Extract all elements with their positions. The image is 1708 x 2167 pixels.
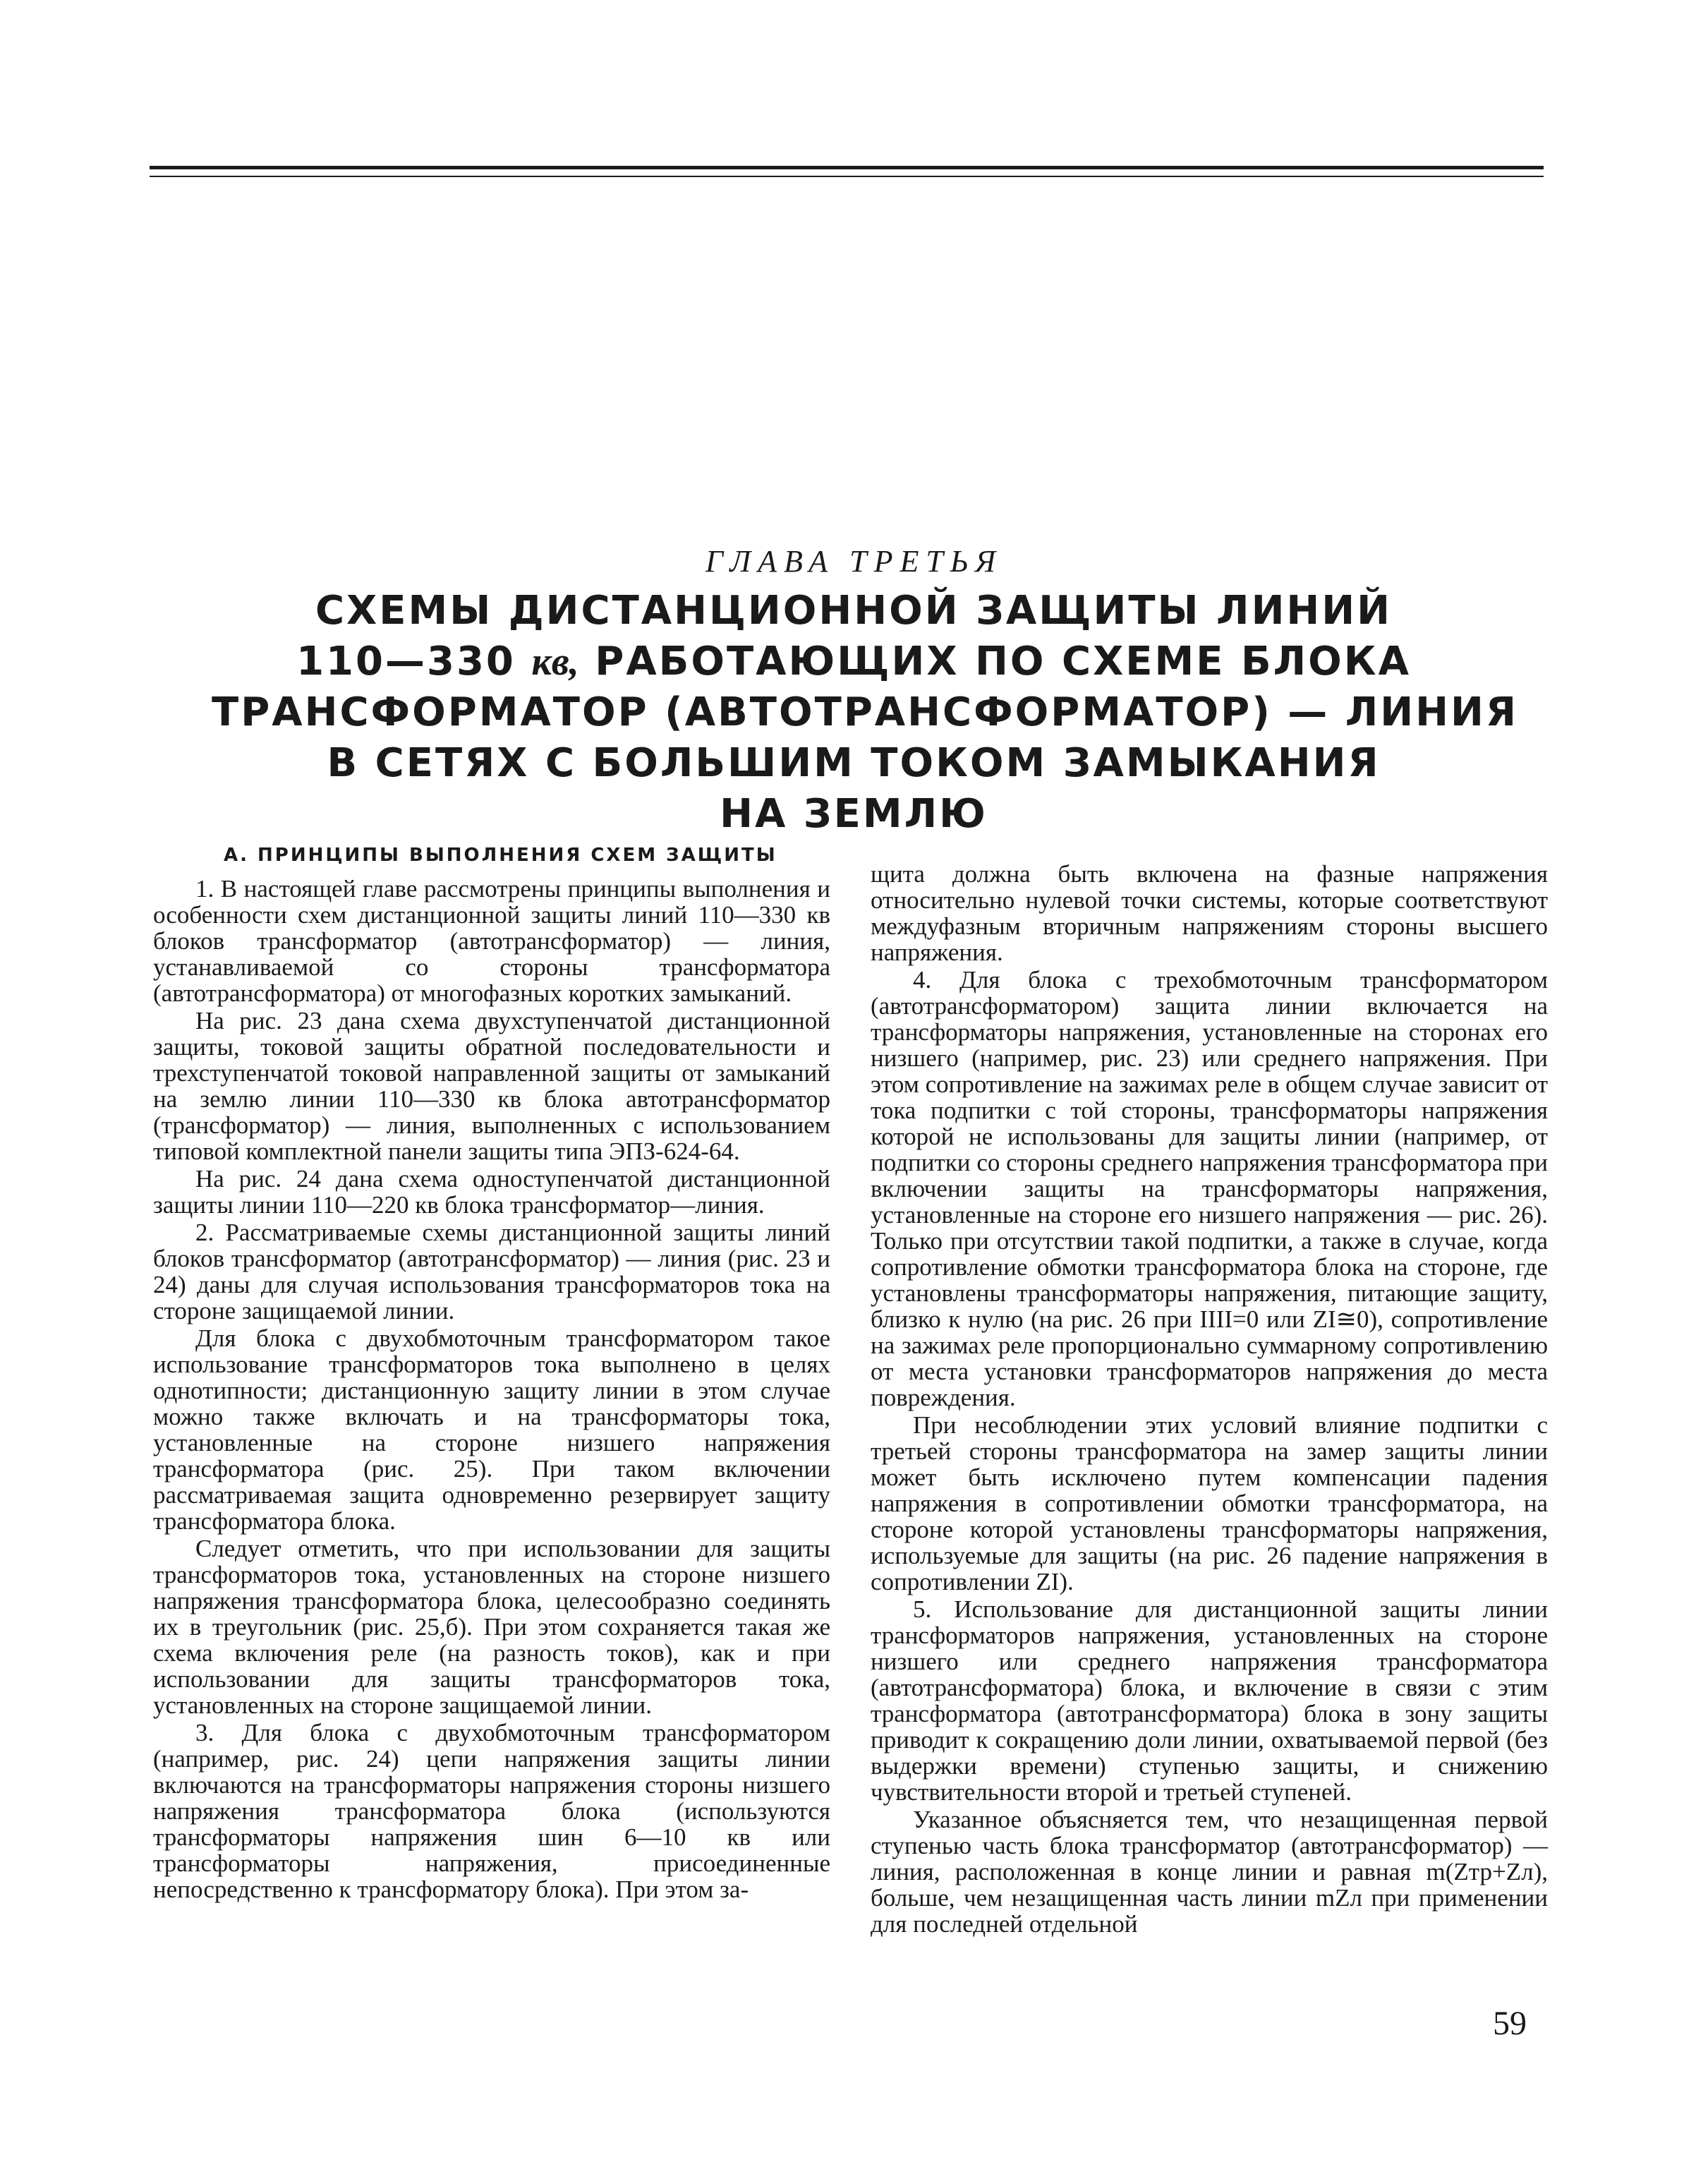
right-column bbox=[871, 861, 1548, 1938]
chapter-title-line-3: ТРАНСФОРМАТОР (АВТОТРАНСФОРМАТОР) — ЛИНИЯ bbox=[212, 689, 1519, 735]
chapter-title-line-4: В СЕТЯХ С БОЛЬШИМ ТОКОМ ЗАМЫКАНИЯ bbox=[327, 740, 1381, 786]
chapter-title-line-2 bbox=[212, 636, 1496, 687]
chapter-title bbox=[212, 586, 1519, 840]
paragraph-1: 1. В настоящей главе рассмотрены принципы выполнения и особенности схем дистанционной защиты линий 110—330 кв блоков трансформатор (автотрансформатор) — линия, устанавливаемой со стороны трансформатора (автотрансформатора) от многофазных коротких замыканий. bbox=[153, 875, 830, 1007]
section-heading: А. ПРИНЦИПЫ ВЫПОЛНЕНИЯ СХЕМ ЗАЩИТЫ bbox=[224, 845, 777, 866]
left-column bbox=[153, 843, 830, 1904]
paragraph-3: На рис. 24 дана схема одноступенчатой дистанционной защиты линии 110—220 кв блока трансформатор—линия. bbox=[153, 1165, 830, 1219]
chapter-title-line-5: НА ЗЕМЛЮ bbox=[720, 791, 988, 837]
top-rule-thick bbox=[150, 166, 1544, 169]
paragraph-7: 3. Для блока с двухобмоточным трансформатором (например, рис. 24) цепи напряжения защиты линии включаются на трансформаторы напряжения стороны низшего напряжения трансформатора блока (используются трансформаторы напряжения шин 6—10 кв или трансформаторы напряжения, присоединенные непосредственно к трансформатору блока). При этом за- bbox=[153, 1719, 830, 1903]
paragraph-8: 4. Для блока с трехобмоточным трансформатором (автотрансформатором) защита линии включается на трансформаторы напряжения, установленные на сторонах его низшего (например, рис. 23) или среднего напряжения. При этом сопротивление на зажимах реле в общем случае зависит от тока подпитки с той стороны, трансформаторы напряжения которой не использованы для защиты линии (например, от подпитки со стороны среднего напряжения трансформатора при включении защиты на трансформаторы напряжения, установленные на стороне его низшего напряжения — рис. 26). Только при отсутствии такой подпитки, а также в случае, когда сопротивление обмотки трансформатора блока на стороне, где установлены трансформаторы напряжения, питающие защиту, близко к нулю (на рис. 26 при IIII=0 или ZI≅0), сопротивление на зажимах реле пропорционально суммарному сопротивлению от места установки трансформаторов напряжения до места повреждения. bbox=[871, 966, 1548, 1411]
chapter-label: ГЛАВА ТРЕТЬЯ bbox=[705, 544, 1003, 579]
chapter-title-line-2-rest: РАБОТАЮЩИХ ПО СХЕМЕ БЛОКА bbox=[579, 639, 1411, 684]
paragraph-11: Указанное объясняется тем, что незащищенная первой ступенью часть блока трансформатор (автотрансформатор) — линия, расположенная в конце линии и равная m(Zтр+Zл), больше, чем незащищенная часть линии mZл при применении для последней отдельной bbox=[871, 1806, 1548, 1938]
paragraph-4: 2. Рассматриваемые схемы дистанционной защиты линий блоков трансформатор (автотрансформатор) — линия (рис. 23 и 24) даны для случая использования трансформаторов тока на стороне защищаемой линии. bbox=[153, 1219, 830, 1324]
paragraph-continued: щита должна быть включена на фазные напряжения относительно нулевой точки системы, которые соответствуют междуфазным вторичным напряжениям стороны высшего напряжения. bbox=[871, 860, 1548, 966]
paragraph-5: Для блока с двухобмоточным трансформатором такое использование трансформаторов тока выполнено в целях однотипности; дистанционную защиту линии в этом случае можно также включать и на трансформаторы тока, установленные на стороне низшего напряжения трансформатора (рис. 25). При таком включении рассматриваемая защита одновременно резервирует защиту трансформатора блока. bbox=[153, 1324, 830, 1535]
top-rule-thin bbox=[150, 176, 1544, 177]
chapter-title-line-1: СХЕМЫ ДИСТАНЦИОННОЙ ЗАЩИТЫ ЛИНИЙ bbox=[315, 588, 1393, 634]
paragraph-9: При несоблюдении этих условий влияние подпитки с третьей стороны трансформатора на замер защиты линии может быть исключено путем компенсации падения напряжения в сопротивлении обмотки трансформатора, на стороне которой установлены трансформаторы напряжения, используемые для защиты (на рис. 26 падение напряжения в сопротивлении ZI). bbox=[871, 1411, 1548, 1595]
paragraph-6: Следует отметить, что при использовании для защиты трансформаторов тока, установленных на стороне низшего напряжения трансформатора блока, целесообразно соединять их в треугольник (рис. 25,б). При этом сохраняется такая же схема включения реле (на разность токов), как и при использовании для защиты трансформаторов тока, установленных на стороне защищаемой линии. bbox=[153, 1535, 830, 1719]
paragraph-10: 5. Использование для дистанционной защиты линии трансформаторов напряжения, установленных на стороне низшего или среднего напряжения трансформатора (автотрансформатора) блока, и включение в связи с этим трансформатора (автотрансформатора) блока в зону защиты приводит к сокращению доли линии, охватываемой первой (без выдержки времени) ступенью защиты, и снижению чувствительности второй и третьей ступеней. bbox=[871, 1595, 1548, 1806]
chapter-title-voltage: 110—330 bbox=[296, 639, 532, 684]
chapter-title-unit: кв, bbox=[531, 640, 579, 684]
page-number: 59 bbox=[1493, 2005, 1527, 2042]
paragraph-2: На рис. 23 дана схема двухступенчатой дистанционной защиты, токовой защиты обратной последовательности и трехступенчатой токовой направленной защиты от замыканий на землю линии 110—330 кв блока автотрансформатор (трансформатор) — линия, выполненных с использованием типовой комплектной панели защиты типа ЭПЗ-624-64. bbox=[153, 1007, 830, 1165]
